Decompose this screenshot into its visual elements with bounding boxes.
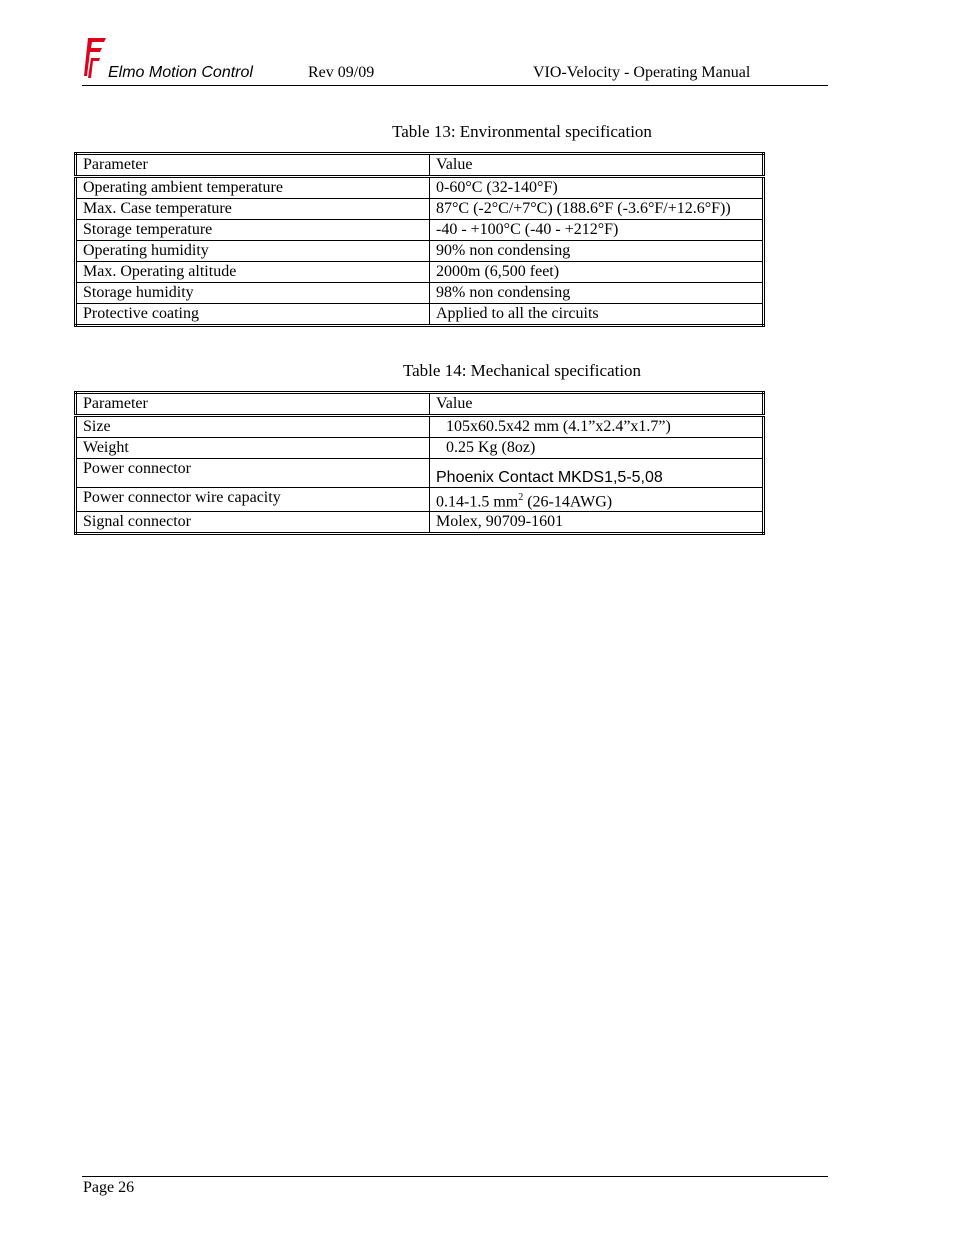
row-parameter: Power connector [76,459,430,488]
row-parameter: Operating humidity [76,241,430,262]
value-tail: (26-14AWG) [523,493,613,511]
row-value: 105x60.5x42 mm (4.1”x2.4”x1.7”) [430,416,764,438]
footer-divider [82,1176,828,1177]
row-value [430,488,764,512]
table-row [76,220,764,241]
company-name: Elmo Motion Control [108,64,253,81]
row-parameter: Storage temperature [76,220,430,241]
header-divider [82,85,828,86]
row-parameter: Signal connector [76,512,430,534]
row-value: 98% non condensing [430,283,764,304]
row-value: 0-60°C (32-140°F) [430,177,764,199]
table-row [76,488,764,512]
row-parameter: Weight [76,438,430,459]
row-parameter: Max. Case temperature [76,199,430,220]
page-number: Page 26 [83,1179,135,1196]
table-row [76,512,764,534]
row-value: 2000m (6,500 feet) [430,262,764,283]
table-header-row [76,154,764,177]
row-parameter: Operating ambient temperature [76,177,430,199]
row-parameter: Protective coating [76,304,430,326]
table-row [76,199,764,220]
row-value: 87°C (-2°C/+7°C) (188.6°F (-3.6°F/+12.6°F)) [430,199,764,220]
value-superscript: 2 [518,492,524,503]
row-value: Phoenix Contact MKDS1,5-5,08 [430,459,764,488]
page-header [82,36,828,86]
row-value: 90% non condensing [430,241,764,262]
mechanical-spec-table [74,391,765,535]
row-parameter: Size [76,416,430,438]
row-parameter: Storage humidity [76,283,430,304]
row-value: Molex, 90709-1601 [430,512,764,534]
table-row [76,438,764,459]
column-header-parameter: Parameter [76,154,430,177]
column-header-value: Value [430,154,764,177]
table-row [76,177,764,199]
manual-title: VIO-Velocity - Operating Manual [533,64,751,81]
environmental-spec-table [74,152,765,327]
table-row [76,241,764,262]
row-value: 0.25 Kg (8oz) [430,438,764,459]
table-row [76,304,764,326]
table-row [76,283,764,304]
table14-caption: Table 14: Mechanical specification [402,361,642,380]
elmo-logo-icon [82,36,108,80]
row-parameter: Power connector wire capacity [76,488,430,512]
value-main: 0.14-1.5 mm [436,493,519,511]
table-row [76,416,764,438]
row-parameter: Max. Operating altitude [76,262,430,283]
table-row [76,262,764,283]
table-row [76,459,764,488]
table13-caption: Table 13: Environmental specification [392,122,652,141]
revision: Rev 09/09 [308,64,375,81]
column-header-parameter: Parameter [76,393,430,416]
row-value: -40 - +100°C (-40 - +212°F) [430,220,764,241]
row-value: Applied to all the circuits [430,304,764,326]
column-header-value: Value [430,393,764,416]
table-header-row [76,393,764,416]
